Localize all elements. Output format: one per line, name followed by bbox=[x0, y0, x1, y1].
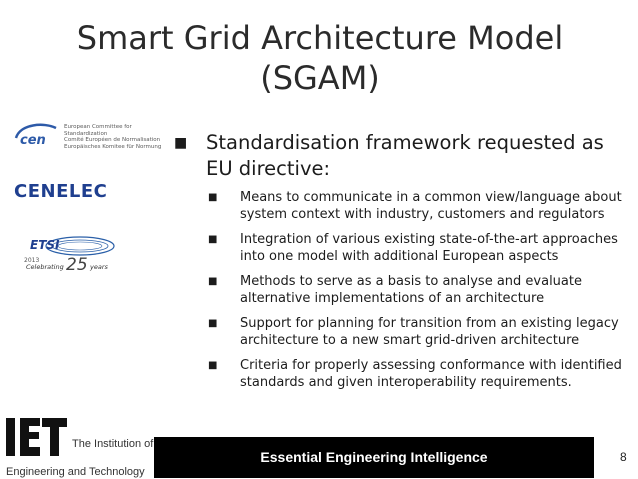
bullet-square-icon: ■ bbox=[208, 276, 218, 287]
sub-bullet bbox=[206, 358, 632, 391]
sub-bullet-text: Support for planning for transition from an existing legacy architecture to a new smart grid-driven architecture bbox=[240, 316, 619, 348]
footer-band bbox=[154, 437, 594, 478]
sub-bullet-list bbox=[172, 190, 632, 391]
cen-logo bbox=[14, 120, 164, 156]
sub-bullet-text: Criteria for properly assessing conformance with identified standards and given interoperability requirements. bbox=[240, 358, 622, 390]
bullet-square-icon: ■ bbox=[208, 318, 218, 329]
title-line-2: (SGAM) bbox=[260, 59, 380, 97]
main-bullet bbox=[172, 130, 632, 182]
bullet-list bbox=[172, 130, 632, 400]
footer-tagline: Essential Engineering Intelligence bbox=[260, 449, 488, 465]
etsi-25: 25 bbox=[66, 255, 88, 272]
iet-logo bbox=[6, 414, 154, 478]
sub-bullet-text: Means to communicate in a common view/language about system context with industry, customers and regulators bbox=[240, 190, 622, 222]
title-line-1: Smart Grid Architecture Model bbox=[76, 19, 564, 57]
cen-mark-icon bbox=[14, 122, 58, 150]
bullet-square-icon: ■ bbox=[174, 135, 188, 151]
sub-bullet-text: Integration of various existing state-of-the-art approaches into one model with additional European aspects bbox=[240, 232, 618, 264]
cen-logo-text: European Committee for Standardization Comité Européen de Normalisation Europäisches Komitee für Normung bbox=[64, 124, 162, 150]
iet-mark-icon bbox=[6, 416, 68, 460]
bullet-square-icon: ■ bbox=[208, 192, 218, 203]
etsi-years: years bbox=[90, 263, 108, 271]
sub-bullet bbox=[206, 274, 632, 307]
sub-bullet bbox=[206, 316, 632, 349]
main-bullet-text: Standardisation framework requested as EU directive: bbox=[206, 131, 604, 180]
etsi-logo bbox=[22, 232, 132, 272]
iet-logo-text-2: Engineering and Technology bbox=[6, 466, 145, 478]
cenelec-logo: CENELEC bbox=[14, 181, 108, 202]
iet-logo-text: The Institution of bbox=[72, 438, 154, 450]
etsi-logo-text: ETSI bbox=[30, 238, 60, 252]
slide-title bbox=[40, 18, 600, 98]
etsi-celebrating: Celebrating bbox=[26, 263, 64, 271]
etsi-year: 2013 bbox=[24, 257, 40, 264]
page-number: 8 bbox=[620, 450, 627, 464]
sub-bullet-text: Methods to serve as a basis to analyse and evaluate alternative implementations of an architecture bbox=[240, 274, 582, 306]
bullet-square-icon: ■ bbox=[208, 234, 218, 245]
sub-bullet bbox=[206, 190, 632, 223]
sub-bullet bbox=[206, 232, 632, 265]
bullet-square-icon: ■ bbox=[208, 360, 218, 371]
cen-mark-text: cen bbox=[20, 133, 46, 148]
